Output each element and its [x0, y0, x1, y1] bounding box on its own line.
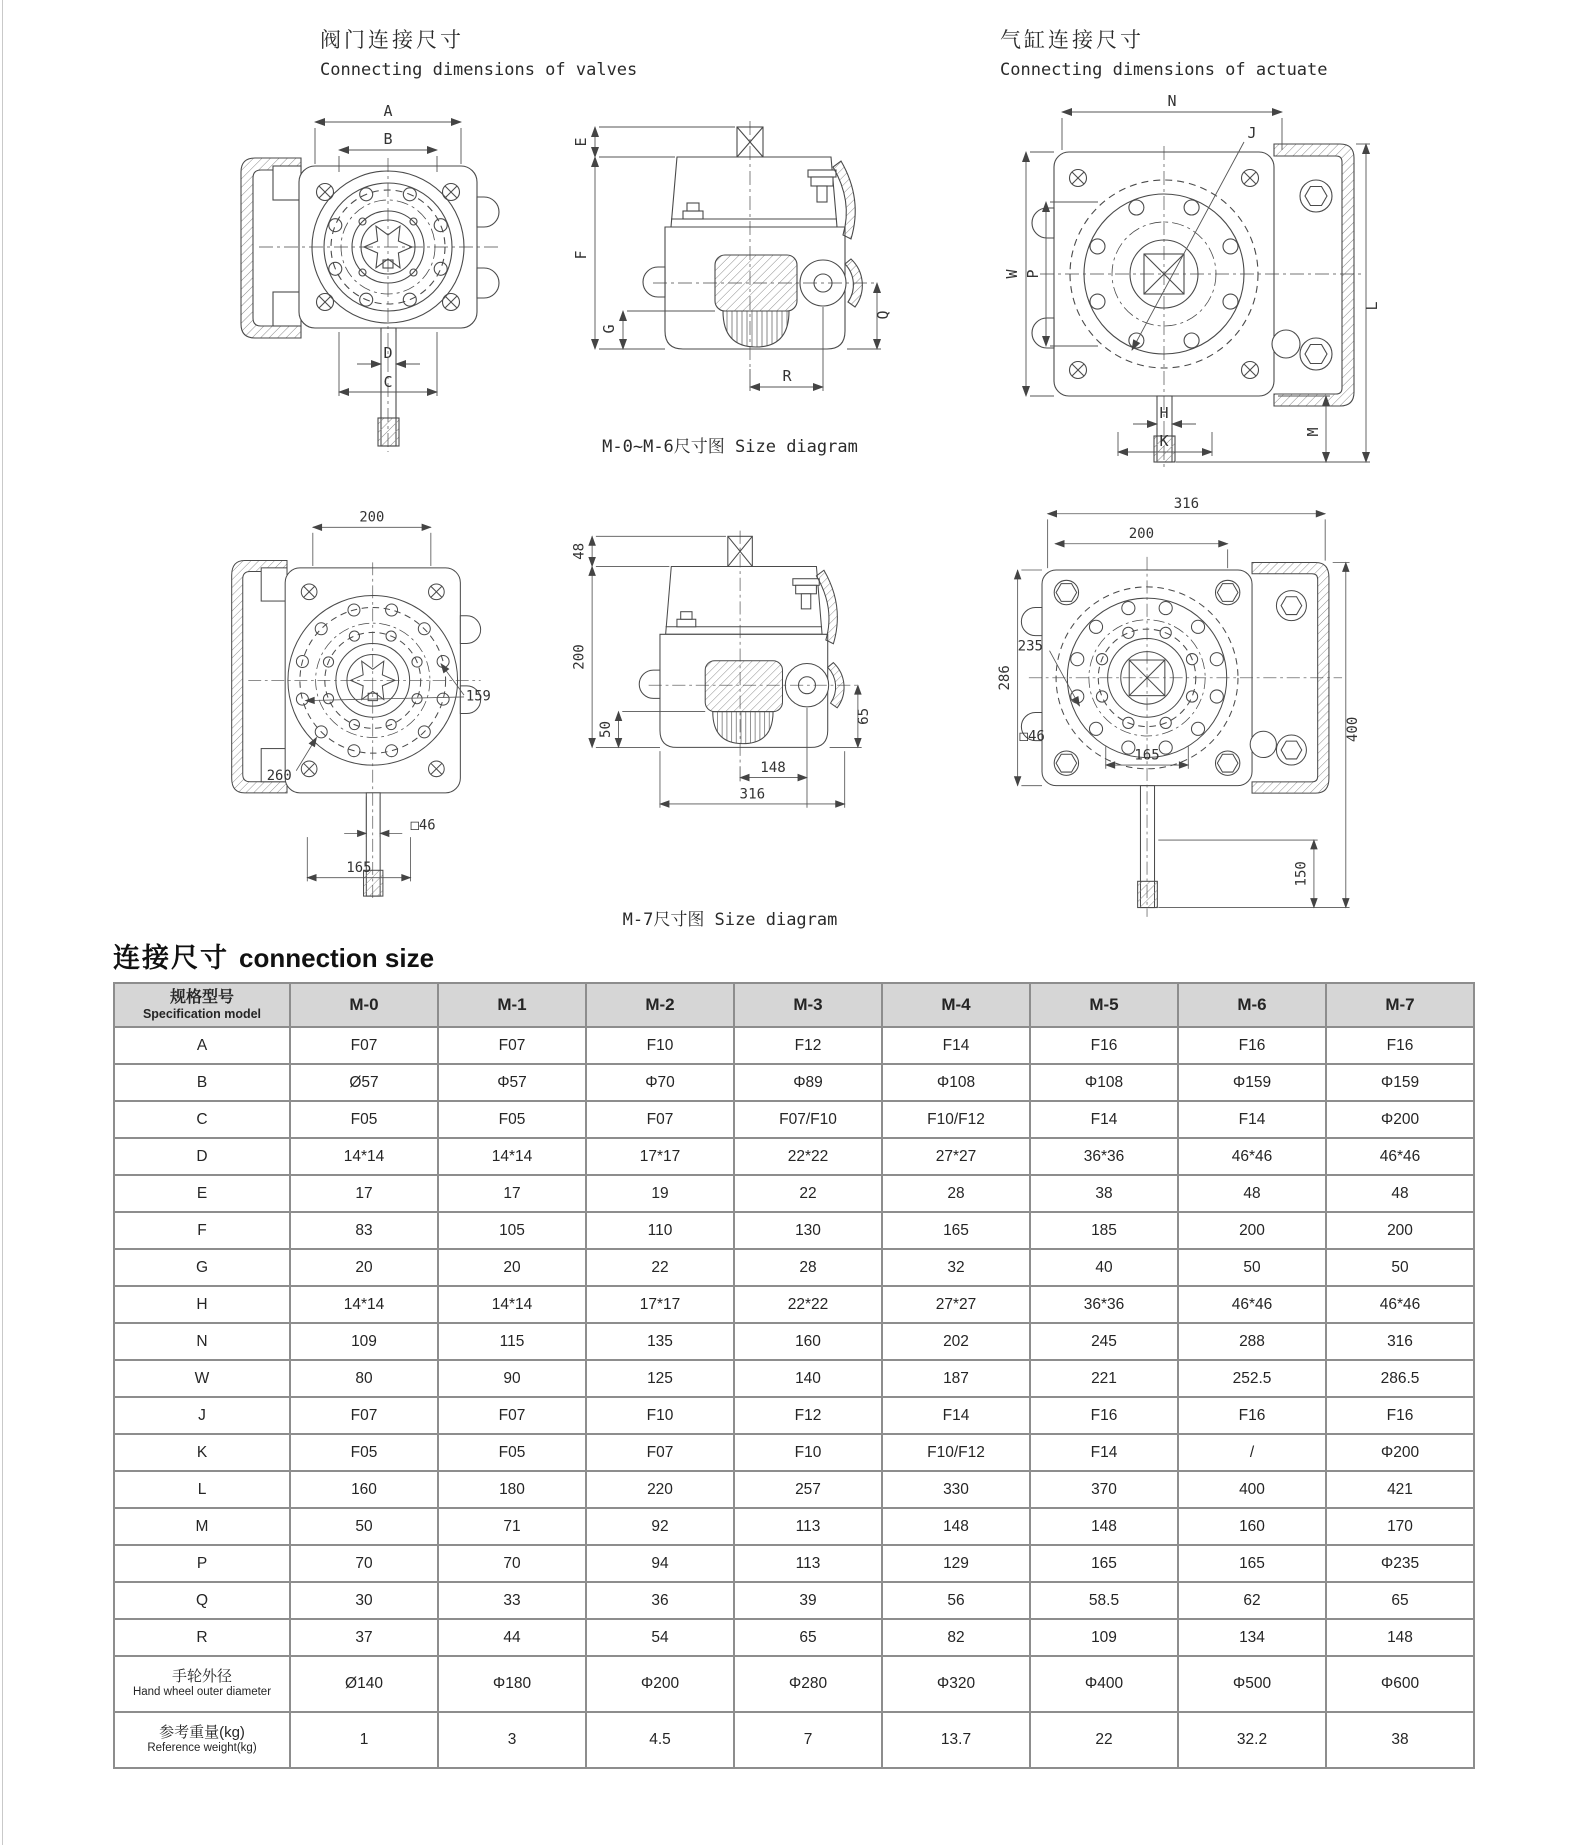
table-body — [114, 1027, 1474, 1768]
value-cell: 113 — [734, 1508, 882, 1545]
value-cell: 33 — [438, 1582, 586, 1619]
value-cell: 125 — [586, 1360, 734, 1397]
model-header-M-6: M-6 — [1178, 983, 1326, 1027]
worm-gear — [705, 661, 782, 712]
value-cell: 48 — [1326, 1175, 1474, 1212]
value-cell: F10 — [586, 1397, 734, 1434]
row-label-G: G — [114, 1249, 290, 1286]
value-cell: 17*17 — [586, 1286, 734, 1323]
value-cell: 13.7 — [882, 1712, 1030, 1768]
value-cell: 30 — [290, 1582, 438, 1619]
value-cell: 17 — [438, 1175, 586, 1212]
value-cell: 46*46 — [1178, 1138, 1326, 1175]
value-cell: F14 — [882, 1027, 1030, 1064]
valves-title-en: Connecting dimensions of valves — [320, 60, 638, 80]
value-cell: 221 — [1030, 1360, 1178, 1397]
dim-label-d: D — [383, 344, 393, 362]
dim-label-400: 400 — [1345, 716, 1362, 743]
value-cell: 14*14 — [290, 1138, 438, 1175]
value-cell: 32 — [882, 1249, 1030, 1286]
row-label-F: F — [114, 1212, 290, 1249]
dim-label-h: H — [1159, 404, 1169, 422]
table-row — [114, 1434, 1474, 1471]
value-cell: 110 — [586, 1212, 734, 1249]
model-header-M-7: M-7 — [1326, 983, 1474, 1027]
actuator-dimensions-title — [1000, 24, 1328, 80]
value-cell: Φ70 — [586, 1064, 734, 1101]
dim-label-j: J — [1247, 124, 1257, 142]
value-cell: 28 — [882, 1175, 1030, 1212]
table-row — [114, 1582, 1474, 1619]
gearbox-side-view-diagram — [565, 115, 905, 415]
value-cell: 400 — [1178, 1471, 1326, 1508]
value-cell: F14 — [882, 1397, 1030, 1434]
value-cell: 46*46 — [1326, 1286, 1474, 1323]
row-label-E: E — [114, 1175, 290, 1212]
value-cell: Φ180 — [438, 1656, 586, 1712]
model-header-M-2: M-2 — [586, 983, 734, 1027]
value-cell: F05 — [290, 1434, 438, 1471]
value-cell: F05 — [438, 1434, 586, 1471]
value-cell: F07 — [586, 1434, 734, 1471]
value-cell: 165 — [882, 1212, 1030, 1249]
actuator-title-zh: 气缸连接尺寸 — [1000, 28, 1144, 52]
table-row — [114, 1323, 1474, 1360]
model-header-M-5: M-5 — [1030, 983, 1178, 1027]
model-header-M-3: M-3 — [734, 983, 882, 1027]
row-label-D: D — [114, 1138, 290, 1175]
model-header-M-0: M-0 — [290, 983, 438, 1027]
value-cell: F07 — [290, 1397, 438, 1434]
size-diagram-caption-m0-m6: M-0~M-6尺寸图 Size diagram — [602, 437, 858, 457]
value-cell: F07 — [438, 1397, 586, 1434]
value-cell: Φ57 — [438, 1064, 586, 1101]
value-cell: 56 — [882, 1582, 1030, 1619]
value-cell: 36*36 — [1030, 1138, 1178, 1175]
value-cell: 148 — [1030, 1508, 1178, 1545]
row-label-Q: Q — [114, 1582, 290, 1619]
value-cell: Φ320 — [882, 1656, 1030, 1712]
model-header-M-1: M-1 — [438, 983, 586, 1027]
connection-size-heading-zh: 连接尺寸 — [113, 943, 229, 973]
model-header-M-4: M-4 — [882, 983, 1030, 1027]
row-label-N: N — [114, 1323, 290, 1360]
value-cell: 82 — [882, 1619, 1030, 1656]
value-cell: 54 — [586, 1619, 734, 1656]
value-cell: 70 — [290, 1545, 438, 1582]
value-cell: Φ500 — [1178, 1656, 1326, 1712]
value-cell: 62 — [1178, 1582, 1326, 1619]
table-row — [114, 1471, 1474, 1508]
value-cell: 160 — [290, 1471, 438, 1508]
value-cell: 148 — [882, 1508, 1030, 1545]
value-cell: F16 — [1178, 1397, 1326, 1434]
page-edge-line — [2, 0, 3, 1845]
row-label-J: J — [114, 1397, 290, 1434]
value-cell: 130 — [734, 1212, 882, 1249]
table-row — [114, 1712, 1474, 1768]
value-cell: 50 — [1178, 1249, 1326, 1286]
value-cell: 20 — [438, 1249, 586, 1286]
dim-label-b: B — [383, 130, 393, 148]
value-cell: F16 — [1178, 1027, 1326, 1064]
value-cell: 148 — [1326, 1619, 1474, 1656]
actuator-front-view-diagram — [1000, 92, 1385, 492]
value-cell: 92 — [586, 1508, 734, 1545]
value-cell: 105 — [438, 1212, 586, 1249]
value-cell: F12 — [734, 1397, 882, 1434]
value-cell: F10 — [586, 1027, 734, 1064]
value-cell: 288 — [1178, 1323, 1326, 1360]
value-cell: 44 — [438, 1619, 586, 1656]
value-cell: 165 — [1178, 1545, 1326, 1582]
value-cell: 115 — [438, 1323, 586, 1360]
size-diagram-caption-m7: M-7尺寸图 Size diagram — [622, 910, 838, 930]
value-cell: 70 — [438, 1545, 586, 1582]
value-cell: 109 — [1030, 1619, 1178, 1656]
value-cell: Ø57 — [290, 1064, 438, 1101]
dim-label-316: 316 — [739, 786, 766, 803]
dim-label-316: 316 — [1173, 496, 1200, 513]
value-cell: Φ200 — [1326, 1101, 1474, 1138]
table-row — [114, 1249, 1474, 1286]
dim-label-165: 165 — [1134, 747, 1160, 764]
value-cell: F16 — [1030, 1027, 1178, 1064]
value-cell: 27*27 — [882, 1138, 1030, 1175]
value-cell: 316 — [1326, 1323, 1474, 1360]
value-cell: 32.2 — [1178, 1712, 1326, 1768]
dim-label-a: A — [383, 102, 393, 120]
dim-label-48: 48 — [571, 542, 588, 560]
value-cell: 20 — [290, 1249, 438, 1286]
value-cell: 286.5 — [1326, 1360, 1474, 1397]
value-cell: 421 — [1326, 1471, 1474, 1508]
value-cell: F14 — [1030, 1434, 1178, 1471]
value-cell: Ø140 — [290, 1656, 438, 1712]
value-cell: 58.5 — [1030, 1582, 1178, 1619]
dim-label-200: 200 — [1128, 526, 1155, 543]
value-cell: / — [1178, 1434, 1326, 1471]
value-cell: 14*14 — [290, 1286, 438, 1323]
connection-size-heading — [113, 936, 434, 975]
value-cell: Φ400 — [1030, 1656, 1178, 1712]
value-cell: 50 — [1326, 1249, 1474, 1286]
row-label-K: K — [114, 1434, 290, 1471]
value-cell: 36*36 — [1030, 1286, 1178, 1323]
value-cell: 65 — [1326, 1582, 1474, 1619]
connection-size-heading-en: connection size — [239, 943, 435, 973]
value-cell: F16 — [1030, 1397, 1178, 1434]
value-cell: 22 — [586, 1249, 734, 1286]
table-row — [114, 1138, 1474, 1175]
connection-size-table — [113, 982, 1475, 1769]
value-cell: 37 — [290, 1619, 438, 1656]
value-cell: Φ200 — [586, 1656, 734, 1712]
value-cell: 330 — [882, 1471, 1030, 1508]
value-cell: 134 — [1178, 1619, 1326, 1656]
valves-dimensions-title — [320, 24, 637, 80]
value-cell: 80 — [290, 1360, 438, 1397]
dim-label-l: L — [1363, 301, 1381, 311]
row-label-B: B — [114, 1064, 290, 1101]
value-cell: F07 — [586, 1101, 734, 1138]
table-row — [114, 1656, 1474, 1712]
value-cell: 50 — [290, 1508, 438, 1545]
row-label-C: C — [114, 1101, 290, 1138]
value-cell: 14*14 — [438, 1286, 586, 1323]
actuator-title-en: Connecting dimensions of actuate — [1000, 60, 1328, 80]
value-cell: 200 — [1326, 1212, 1474, 1249]
valve-front-view-diagram — [235, 100, 505, 465]
table-row — [114, 1397, 1474, 1434]
value-cell: 3 — [438, 1712, 586, 1768]
value-cell: F05 — [290, 1101, 438, 1138]
row-label-M: M — [114, 1508, 290, 1545]
value-cell: 140 — [734, 1360, 882, 1397]
value-cell: 65 — [734, 1619, 882, 1656]
value-cell: F10 — [734, 1434, 882, 1471]
dim-label-g: G — [600, 324, 618, 334]
value-cell: 83 — [290, 1212, 438, 1249]
value-cell: 22 — [1030, 1712, 1178, 1768]
row-label: 手轮外径 Hand wheel outer diameter — [114, 1656, 290, 1712]
value-cell: F07 — [438, 1027, 586, 1064]
value-cell: 48 — [1178, 1175, 1326, 1212]
dim-label-c: C — [383, 373, 393, 391]
value-cell: 200 — [1178, 1212, 1326, 1249]
dim-label-w: W — [1003, 269, 1021, 279]
table-row — [114, 1286, 1474, 1323]
table-header-row — [114, 983, 1474, 1027]
table-row — [114, 1545, 1474, 1582]
value-cell: 36 — [586, 1582, 734, 1619]
dim-label-235: 235 — [1017, 638, 1044, 655]
dim-label-f: F — [572, 250, 590, 260]
value-cell: 40 — [1030, 1249, 1178, 1286]
m7-actuator-front-view-diagram — [995, 495, 1375, 931]
value-cell: F10/F12 — [882, 1101, 1030, 1138]
value-cell: F14 — [1178, 1101, 1326, 1138]
row-label: 参考重量(kg) Reference weight(kg) — [114, 1712, 290, 1768]
value-cell: 257 — [734, 1471, 882, 1508]
table-row — [114, 1027, 1474, 1064]
value-cell: Φ108 — [882, 1064, 1030, 1101]
value-cell: 19 — [586, 1175, 734, 1212]
m7-valve-front-view-diagram — [228, 505, 500, 911]
value-cell: Φ108 — [1030, 1064, 1178, 1101]
value-cell: 202 — [882, 1323, 1030, 1360]
table-row — [114, 1175, 1474, 1212]
table-row — [114, 1619, 1474, 1656]
dim-label-r: R — [782, 367, 792, 385]
value-cell: 220 — [586, 1471, 734, 1508]
dim-label-n: N — [1167, 92, 1177, 110]
value-cell: 165 — [1030, 1545, 1178, 1582]
valves-title-zh: 阀门连接尺寸 — [320, 28, 464, 52]
table-row — [114, 1064, 1474, 1101]
value-cell: 187 — [882, 1360, 1030, 1397]
value-cell: 170 — [1326, 1508, 1474, 1545]
value-cell: 185 — [1030, 1212, 1178, 1249]
value-cell: 27*27 — [882, 1286, 1030, 1323]
row-label-P: P — [114, 1545, 290, 1582]
dim-label-200: 200 — [571, 644, 588, 670]
value-cell: 46*46 — [1326, 1138, 1474, 1175]
dim-label-square-46: □46 — [1019, 728, 1045, 745]
value-cell: 129 — [882, 1545, 1030, 1582]
dim-label-165: 165 — [346, 860, 372, 877]
value-cell: Φ89 — [734, 1064, 882, 1101]
value-cell: 180 — [438, 1471, 586, 1508]
row-label-R: R — [114, 1619, 290, 1656]
value-cell: 7 — [734, 1712, 882, 1768]
value-cell: 160 — [1178, 1508, 1326, 1545]
table-row — [114, 1360, 1474, 1397]
value-cell: 252.5 — [1178, 1360, 1326, 1397]
row-label-H: H — [114, 1286, 290, 1323]
value-cell: 109 — [290, 1323, 438, 1360]
value-cell: 90 — [438, 1360, 586, 1397]
dim-label-200: 200 — [359, 509, 385, 526]
value-cell: 17 — [290, 1175, 438, 1212]
table-row — [114, 1101, 1474, 1138]
dim-label-50: 50 — [598, 720, 615, 739]
row-label-L: L — [114, 1471, 290, 1508]
value-cell: Φ200 — [1326, 1434, 1474, 1471]
row-label-W: W — [114, 1360, 290, 1397]
value-cell: 160 — [734, 1323, 882, 1360]
row-label-A: A — [114, 1027, 290, 1064]
value-cell: 71 — [438, 1508, 586, 1545]
dim-label-260: 260 — [266, 767, 292, 784]
value-cell: 39 — [734, 1582, 882, 1619]
value-cell: Φ159 — [1326, 1064, 1474, 1101]
value-cell: 17*17 — [586, 1138, 734, 1175]
dim-label-286: 286 — [997, 665, 1014, 691]
value-cell: 370 — [1030, 1471, 1178, 1508]
value-cell: 46*46 — [1178, 1286, 1326, 1323]
value-cell: 94 — [586, 1545, 734, 1582]
spec-model-header-cell: 规格型号 Specification model — [114, 983, 290, 1027]
value-cell: F12 — [734, 1027, 882, 1064]
value-cell: 22*22 — [734, 1138, 882, 1175]
table-head — [114, 983, 1474, 1027]
dim-label-e: E — [572, 137, 590, 147]
dim-label-m: M — [1304, 427, 1322, 437]
value-cell: Φ600 — [1326, 1656, 1474, 1712]
table-row — [114, 1508, 1474, 1545]
m7-side-view-diagram — [560, 525, 890, 836]
value-cell: 22*22 — [734, 1286, 882, 1323]
value-cell: F16 — [1326, 1027, 1474, 1064]
dim-label-148: 148 — [760, 759, 786, 776]
value-cell: F07/F10 — [734, 1101, 882, 1138]
value-cell: 113 — [734, 1545, 882, 1582]
value-cell: 245 — [1030, 1323, 1178, 1360]
dim-label-k: K — [1159, 432, 1169, 450]
dim-label-159: 159 — [465, 688, 491, 705]
value-cell: Φ235 — [1326, 1545, 1474, 1582]
value-cell: F05 — [438, 1101, 586, 1138]
dim-label-square-46: □46 — [410, 817, 436, 834]
dim-label-p: P — [1024, 269, 1042, 279]
value-cell: F16 — [1326, 1397, 1474, 1434]
value-cell: 1 — [290, 1712, 438, 1768]
value-cell: F07 — [290, 1027, 438, 1064]
value-cell: 14*14 — [438, 1138, 586, 1175]
dim-label-q: Q — [874, 310, 892, 320]
dim-label-65: 65 — [856, 707, 873, 725]
table-row — [114, 1212, 1474, 1249]
value-cell: Φ280 — [734, 1656, 882, 1712]
value-cell: 22 — [734, 1175, 882, 1212]
value-cell: 38 — [1030, 1175, 1178, 1212]
value-cell: 28 — [734, 1249, 882, 1286]
value-cell: F10/F12 — [882, 1434, 1030, 1471]
value-cell: 4.5 — [586, 1712, 734, 1768]
value-cell: 135 — [586, 1323, 734, 1360]
value-cell: F14 — [1030, 1101, 1178, 1138]
dim-label-150: 150 — [1293, 861, 1310, 887]
value-cell: Φ159 — [1178, 1064, 1326, 1101]
value-cell: 38 — [1326, 1712, 1474, 1768]
